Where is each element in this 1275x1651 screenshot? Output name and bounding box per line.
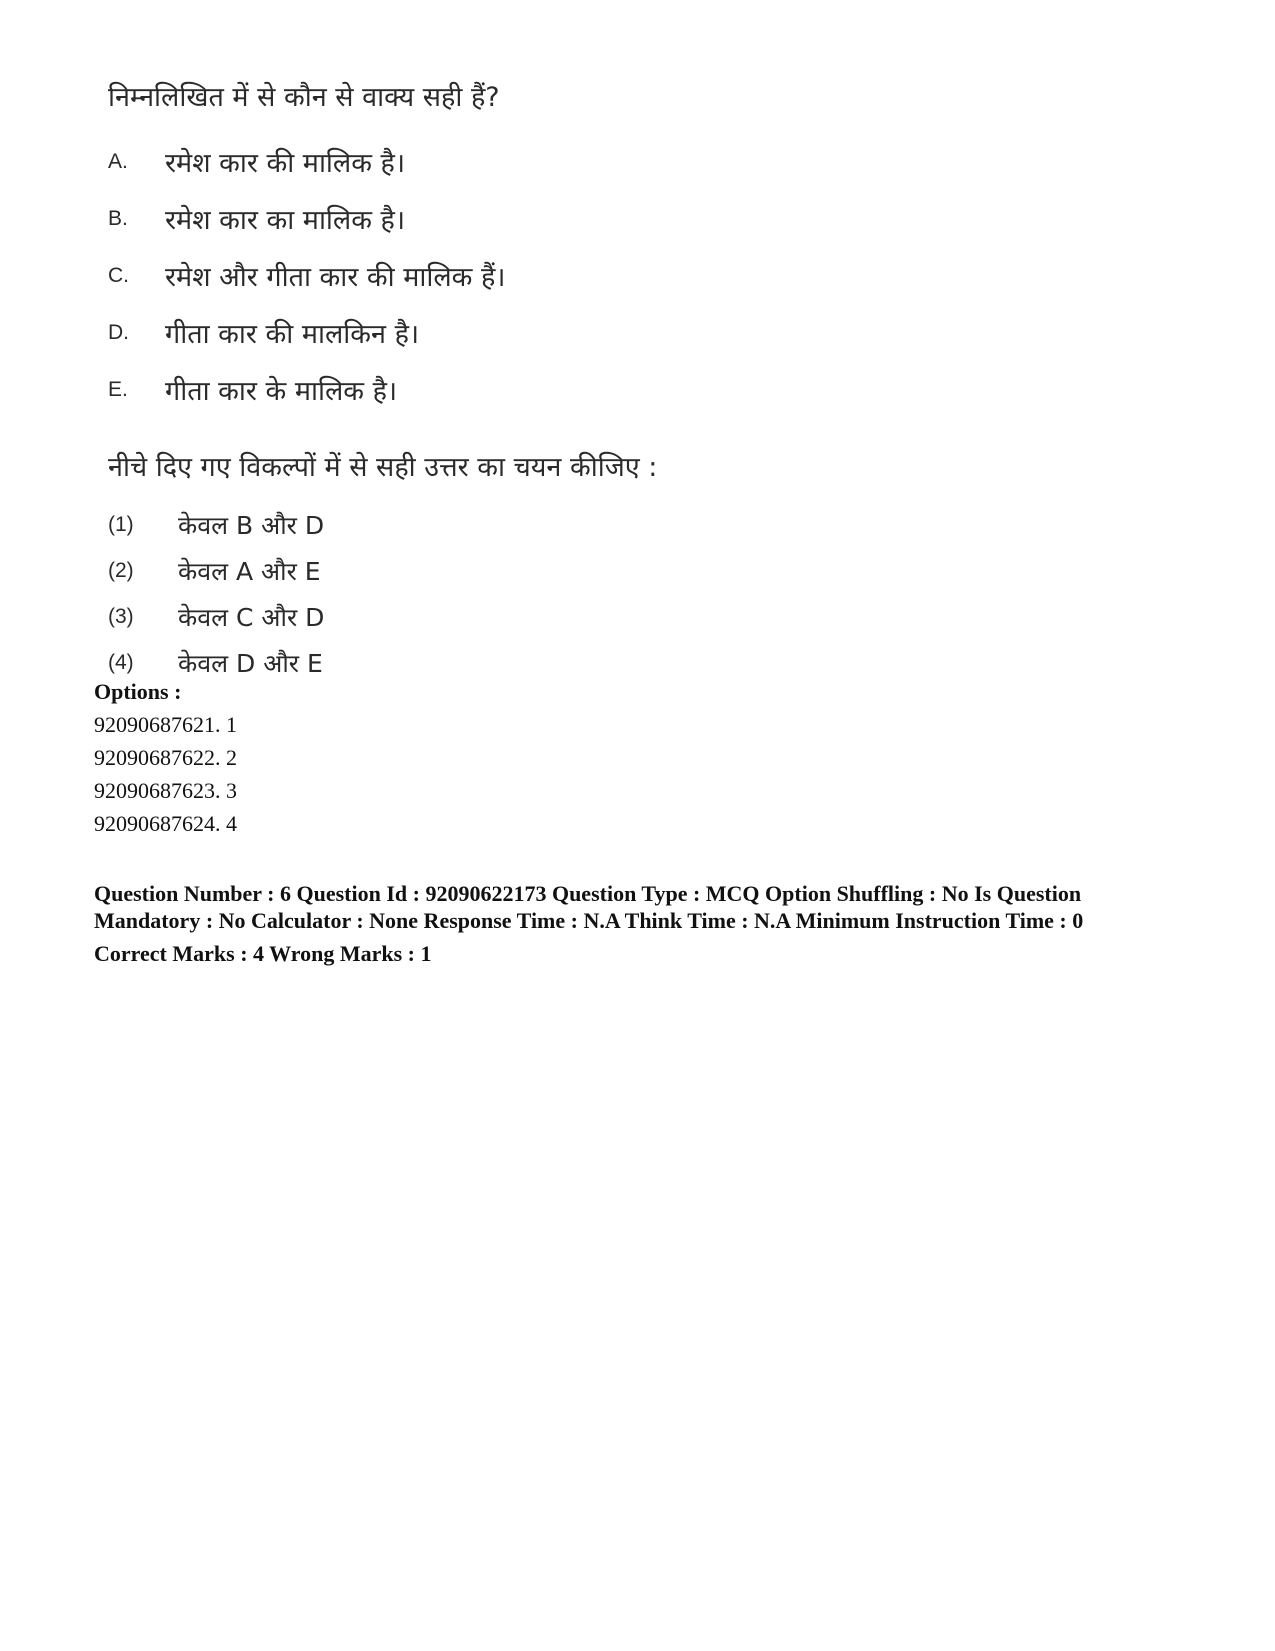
statement-text: रमेश कार का मालिक है।	[165, 205, 406, 236]
choice-3	[108, 594, 668, 640]
choice-number: (1)	[108, 513, 134, 536]
choice-text: केवल D और E	[178, 649, 323, 678]
choice-text: केवल B और D	[178, 511, 325, 540]
options-block	[94, 675, 237, 840]
option-item: 92090687622. 2	[94, 745, 237, 770]
question-meta-marks: Correct Marks : 4 Wrong Marks : 1	[94, 941, 432, 966]
question-image	[108, 78, 668, 686]
statement-letter: E.	[108, 377, 128, 401]
option-item: 92090687623. 3	[94, 778, 237, 803]
choice-list	[108, 502, 668, 686]
choice-text: केवल C और D	[178, 603, 325, 632]
options-heading: Options :	[94, 679, 182, 704]
statement-b	[108, 190, 668, 247]
statement-text: गीता कार की मालकिन है।	[165, 319, 420, 350]
statement-letter: D.	[108, 320, 129, 344]
statement-text: गीता कार के मालिक है।	[165, 376, 398, 407]
statement-c	[108, 247, 668, 304]
statement-d	[108, 304, 668, 361]
option-item: 92090687621. 1	[94, 712, 237, 737]
choice-text: केवल A और E	[178, 557, 321, 586]
statement-letter: B.	[108, 206, 128, 230]
statement-list	[108, 133, 668, 418]
question-meta-details: Question Number : 6 Question Id : 92090622173 Question Type : MCQ Option Shuffling : No Is Question Mandatory : No Calculator : None Response Time : N.A Think Time : N.A Minimum Instruction Time : 0	[94, 881, 1084, 933]
choice-2	[108, 548, 668, 594]
statement-text: रमेश कार की मालिक है।	[165, 148, 406, 179]
choose-prompt: नीचे दिए गए विकल्पों में से सही उत्तर का चयन कीजिए :	[108, 452, 658, 483]
statement-e	[108, 361, 668, 418]
statement-a	[108, 133, 668, 190]
choice-number: (4)	[108, 651, 134, 674]
option-item: 92090687624. 4	[94, 811, 237, 836]
choice-1	[108, 502, 668, 548]
statement-text: रमेश और गीता कार की मालिक हैं।	[165, 262, 506, 293]
question-meta	[94, 880, 1084, 967]
statement-letter: A.	[108, 149, 128, 173]
question-prompt: निम्नलिखित में से कौन से वाक्य सही हैं?	[108, 82, 500, 113]
choice-number: (2)	[108, 559, 134, 582]
statement-letter: C.	[108, 263, 129, 287]
choice-number: (3)	[108, 605, 134, 628]
